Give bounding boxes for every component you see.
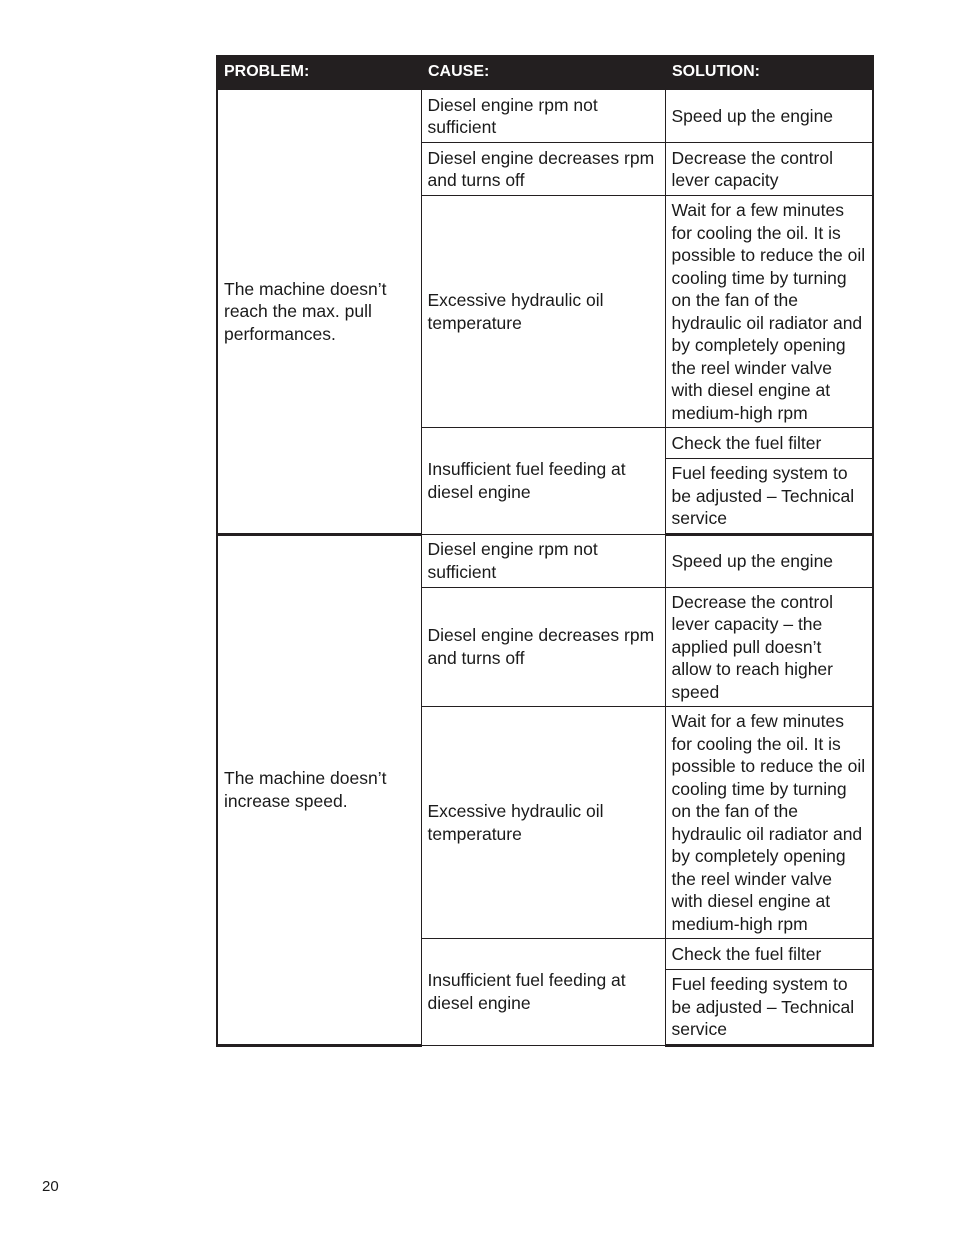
problem-cell: The machine doesn’t reach the max. pull performances. — [217, 89, 421, 534]
solution-cell: Wait for a few minutes for cooling the oil. It is possible to reduce the oil cooling time by turning on the fan of the hydraulic oil radiator and by completely opening the reel winder valve with diesel engine at medium-high rpm — [665, 196, 873, 428]
table-row — [217, 534, 873, 587]
header-problem: PROBLEM: — [217, 56, 421, 89]
header-cause: CAUSE: — [421, 56, 665, 89]
solution-cell: Check the fuel filter — [665, 428, 873, 459]
cause-cell: Diesel engine rpm not sufficient — [421, 89, 665, 143]
cause-cell: Diesel engine decreases rpm and turns off — [421, 587, 665, 707]
solution-cell: Decrease the control lever capacity – the applied pull doesn’t allow to reach higher speed — [665, 587, 873, 707]
header-solution: SOLUTION: — [665, 56, 873, 89]
cause-cell: Diesel engine decreases rpm and turns off — [421, 143, 665, 196]
table-header-row — [217, 56, 873, 89]
solution-cell: Speed up the engine — [665, 89, 873, 143]
solution-cell: Check the fuel filter — [665, 939, 873, 970]
solution-cell: Fuel feeding system to be adjusted – Technical service — [665, 459, 873, 535]
solution-cell: Speed up the engine — [665, 534, 873, 587]
troubleshooting-table — [216, 55, 874, 1047]
page-number: 20 — [42, 1178, 59, 1195]
cause-cell: Insufficient fuel feeding at diesel engine — [421, 939, 665, 1046]
cause-cell: Diesel engine rpm not sufficient — [421, 534, 665, 587]
solution-cell: Wait for a few minutes for cooling the oil. It is possible to reduce the oil cooling time by turning on the fan of the hydraulic oil radiator and by completely opening the reel winder valve with diesel engine at medium-high rpm — [665, 707, 873, 939]
cause-cell: Excessive hydraulic oil temperature — [421, 196, 665, 428]
solution-cell: Decrease the control lever capacity — [665, 143, 873, 196]
table-row — [217, 89, 873, 143]
problem-cell: The machine doesn’t increase speed. — [217, 534, 421, 1045]
cause-cell: Excessive hydraulic oil temperature — [421, 707, 665, 939]
cause-cell: Insufficient fuel feeding at diesel engine — [421, 428, 665, 535]
solution-cell: Fuel feeding system to be adjusted – Technical service — [665, 970, 873, 1046]
